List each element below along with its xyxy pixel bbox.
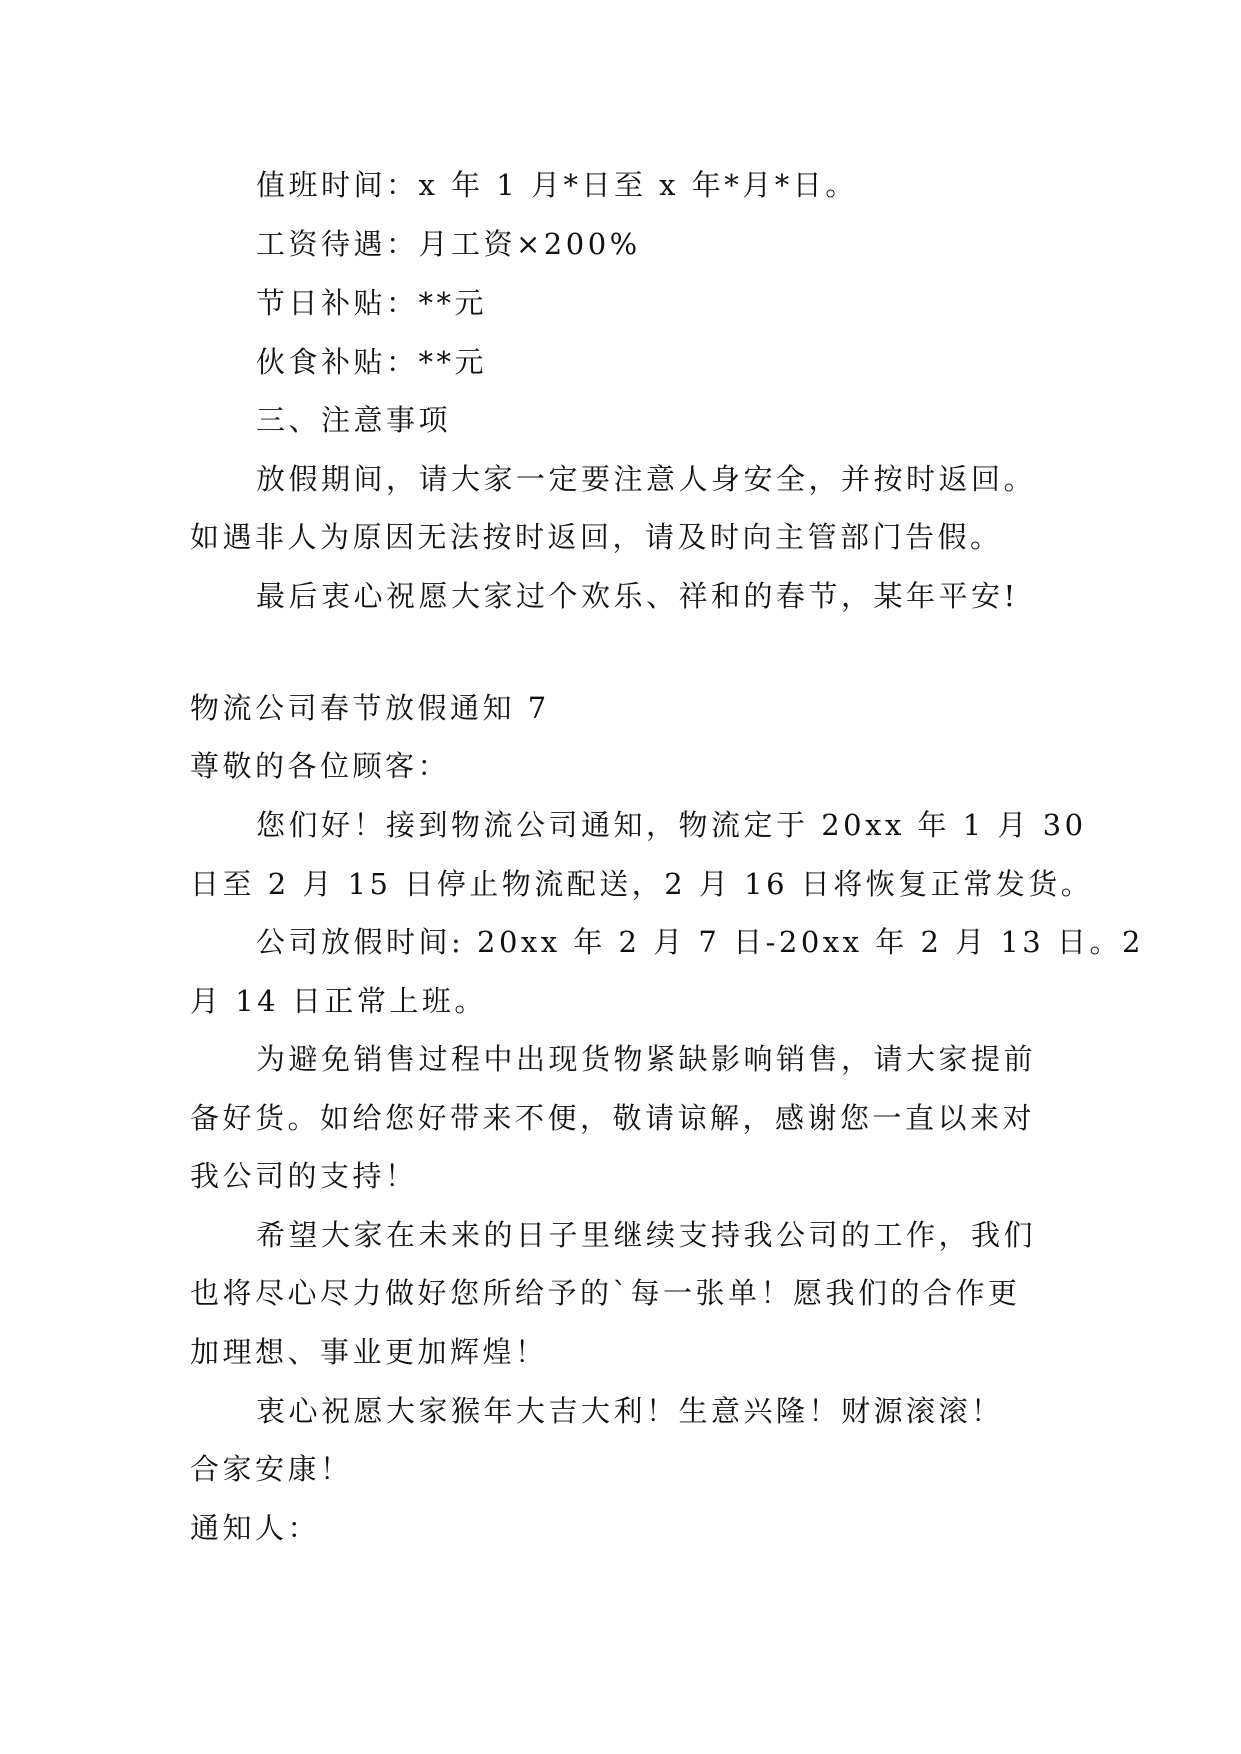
- paragraph-line: 放假期间，请大家一定要注意人身安全，并按时返回。: [256, 462, 1037, 496]
- paragraph-line: 加理想、事业更加辉煌！: [190, 1335, 548, 1369]
- salutation: 尊敬的各位顾客：: [190, 749, 451, 783]
- paragraph-line: 月 14 日正常上班。: [190, 984, 487, 1018]
- duty-time-line: 值班时间：x 年 1 月*日至 x 年*月*日。: [256, 168, 858, 202]
- signatory-label: 通知人：: [190, 1511, 321, 1545]
- paragraph-line: 日至 2 月 15 日停止物流配送，2 月 16 日将恢复正常发货。: [190, 867, 1094, 901]
- paragraph-line: 最后衷心祝愿大家过个欢乐、祥和的春节，某年平安!: [256, 579, 1019, 613]
- paragraph-line: 公司放假时间: 20xx 年 2 月 7 日-20xx 年 2 月 13 日。2: [256, 925, 1144, 959]
- paragraph-line: 衷心祝愿大家猴年大吉大利！生意兴隆！财源滚滚！: [256, 1394, 1004, 1428]
- notice-title: 物流公司春节放假通知 7: [190, 691, 550, 725]
- paragraph-line: 如遇非人为原因无法按时返回，请及时向主管部门告假。: [190, 520, 1003, 554]
- paragraph-line: 为避免销售过程中出现货物紧缺影响销售，请大家提前: [256, 1042, 1037, 1076]
- paragraph-line: 我公司的支持！: [190, 1159, 418, 1193]
- section-heading: 三、注意事项: [256, 403, 452, 437]
- paragraph-line: 合家安康！: [190, 1452, 353, 1486]
- paragraph-line: 您们好！接到物流公司通知，物流定于 20xx 年 1 月 30: [256, 808, 1087, 842]
- paragraph-line: 希望大家在未来的日子里继续支持我公司的工作，我们: [256, 1218, 1037, 1252]
- paragraph-line: 也将尽心尽力做好您所给予的`每一张单！愿我们的合作更: [190, 1276, 1021, 1310]
- meal-allowance-line: 伙食补贴：**元: [256, 345, 488, 379]
- paragraph-line: 备好货。如给您好带来不便，敬请谅解，感谢您一直以来对: [190, 1101, 1036, 1135]
- holiday-allowance-line: 节日补贴：**元: [256, 286, 488, 320]
- wage-line: 工资待遇：月工资×200%: [256, 227, 641, 261]
